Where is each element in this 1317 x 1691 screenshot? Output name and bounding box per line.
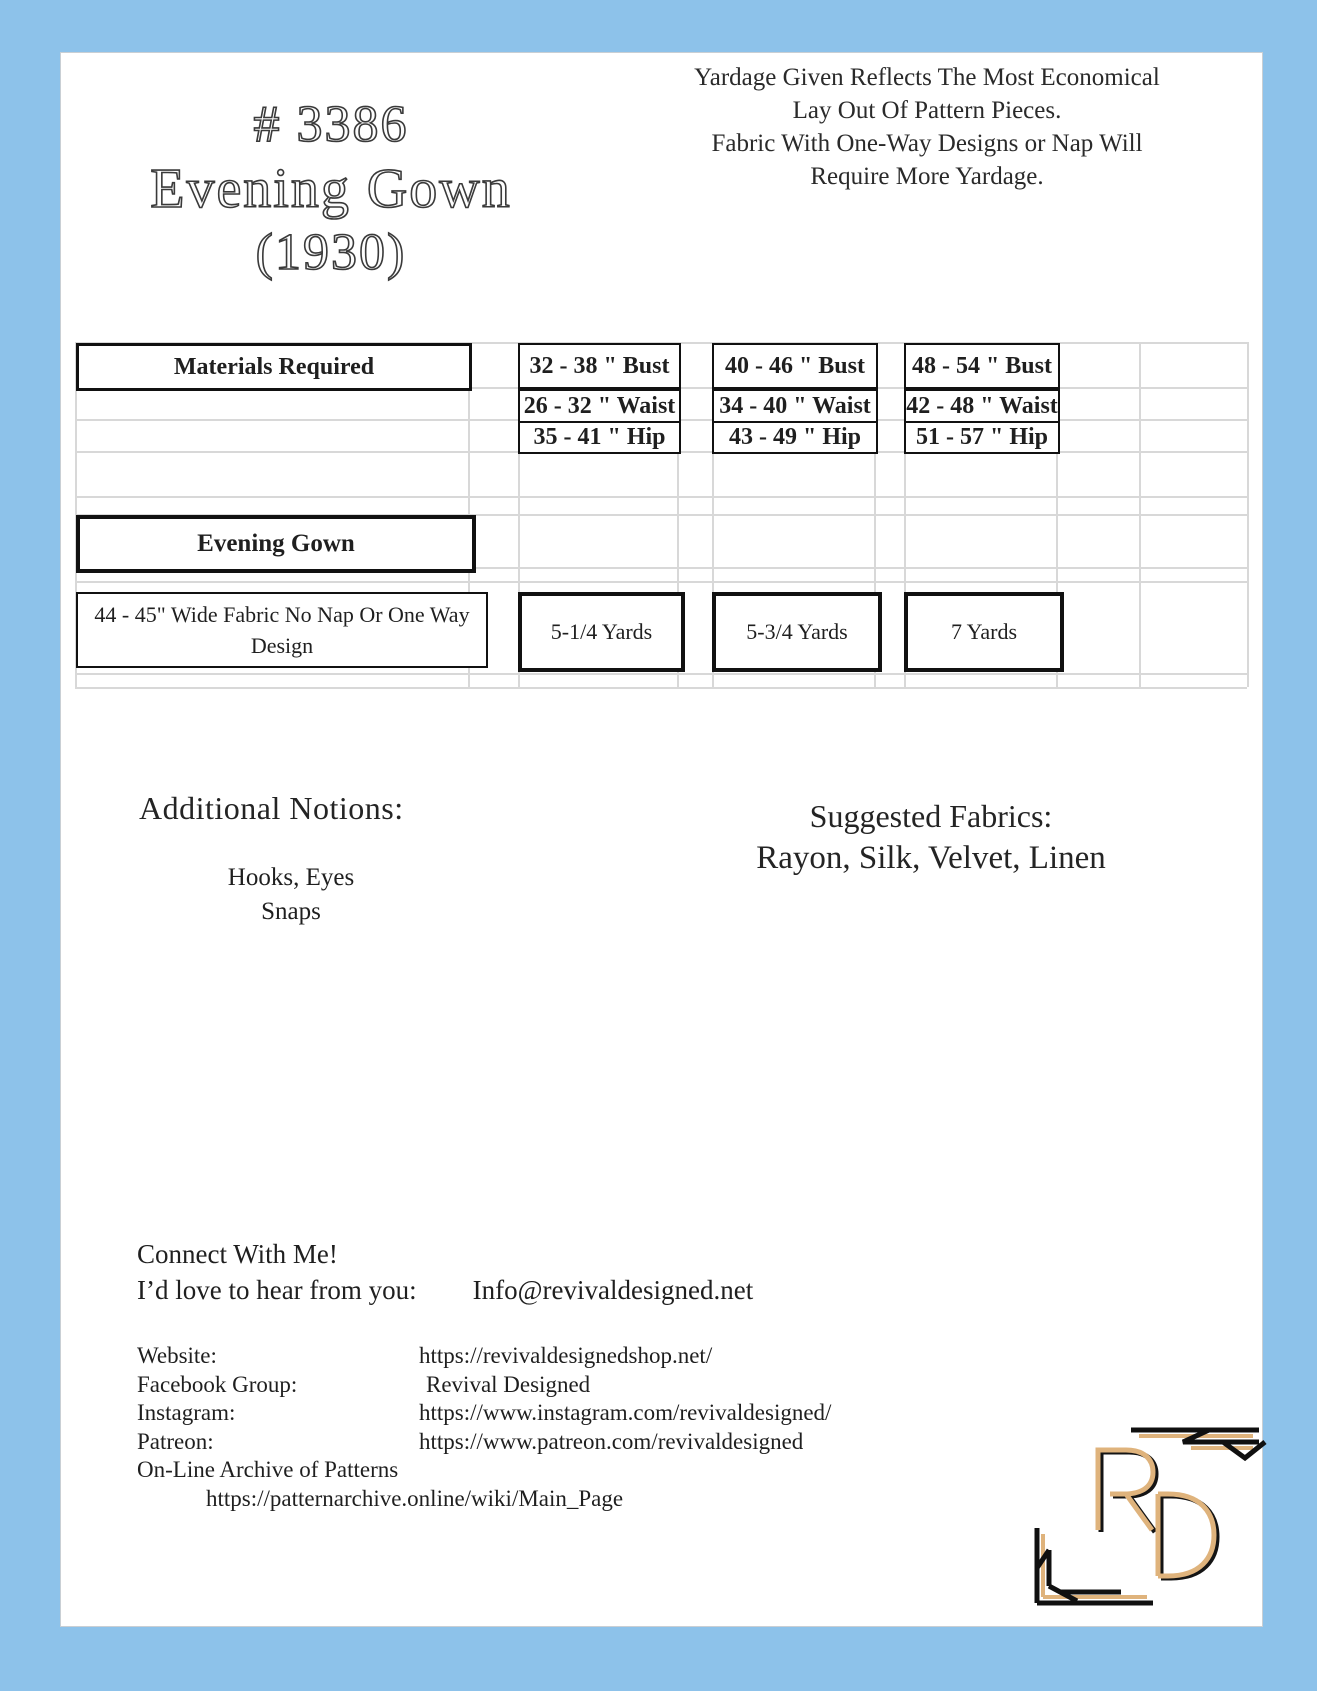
grid-line [75,496,1247,498]
link-row-website [137,1342,831,1371]
yardage-note [621,61,1233,193]
size2-bust-cell: 40 - 46 " Bust [712,343,878,389]
size1-bust-cell: 32 - 38 " Bust [518,343,681,389]
archive-url: https://patternarchive.online/wiki/Main_Page [206,1485,624,1511]
size3-yardage-cell: 7 Yards [904,592,1064,672]
materials-required-header: Materials Required [76,343,472,391]
grid-line [1247,342,1249,687]
contact-line [137,1275,753,1306]
grid-line [1139,342,1141,687]
size2-hip-cell: 43 - 49 " Hip [712,421,878,454]
yardage-note-line: Require More Yardage. [810,163,1044,190]
additional-notions-heading: Additional Notions: [139,790,404,826]
pattern-number: # 3386 [253,96,409,153]
link-label: Patreon: [137,1428,214,1454]
notion-item: Snaps [261,898,321,925]
notion-item: Hooks, Eyes [227,864,355,891]
links-block [137,1342,831,1513]
link-label: On-Line Archive of Patterns [137,1457,399,1482]
link-label: Facebook Group: [137,1371,298,1397]
size3-bust-cell: 48 - 54 " Bust [904,343,1060,389]
link-url: https://revivaldesignedshop.net/ [419,1343,713,1368]
notions-list [151,861,431,929]
contact-invite-text: I’d love to hear from you: [137,1275,417,1305]
yardage-note-line: Fabric With One-Way Designs or Nap Will [711,130,1143,157]
contact-email: Info@revivaldesigned.net [472,1275,754,1305]
size2-yardage-cell: 5-3/4 Yards [712,592,882,672]
link-row-instagram [137,1399,831,1428]
pattern-name: Evening Gown [150,158,512,220]
yardage-note-line: Lay Out Of Pattern Pieces. [792,97,1062,124]
link-url: https://www.patreon.com/revivaldesigned [419,1428,804,1454]
size3-waist-cell: 42 - 48 " Waist [904,389,1060,423]
connect-heading: Connect With Me! [137,1239,338,1269]
link-row-facebook [137,1371,831,1400]
link-label: Instagram: [137,1400,236,1425]
size2-waist-cell: 34 - 40 " Waist [712,389,878,423]
link-url: https://www.instagram.com/revivaldesigned/ [419,1400,832,1425]
size3-hip-cell: 51 - 57 " Hip [904,421,1060,454]
page-title [91,93,571,285]
pattern-year: (1930) [255,224,407,281]
suggested-fabrics-list: Rayon, Silk, Velvet, Linen [756,840,1106,876]
grid-line [75,687,1247,689]
grid-line [75,581,1247,583]
garment-label-cell: Evening Gown [76,515,476,573]
fabric-width-cell: 44 - 45" Wide Fabric No Nap Or One Way Design [76,592,488,668]
link-label: Website: [137,1343,217,1368]
yardage-note-line: Yardage Given Reflects The Most Economical [694,64,1160,91]
suggested-fabrics [681,795,1181,879]
suggested-fabrics-heading: Suggested Fabrics: [809,798,1053,834]
size1-hip-cell: 35 - 41 " Hip [518,421,681,454]
size1-waist-cell: 26 - 32 " Waist [518,389,681,423]
link-row-archive [137,1456,831,1485]
rd-monogram-logo-icon [1001,1378,1281,1618]
link-row-patreon [137,1428,831,1457]
size1-yardage-cell: 5-1/4 Yards [518,592,685,672]
grid-line [75,673,1247,675]
pattern-sheet-page [60,52,1263,1627]
link-url: Revival Designed [426,1371,591,1397]
